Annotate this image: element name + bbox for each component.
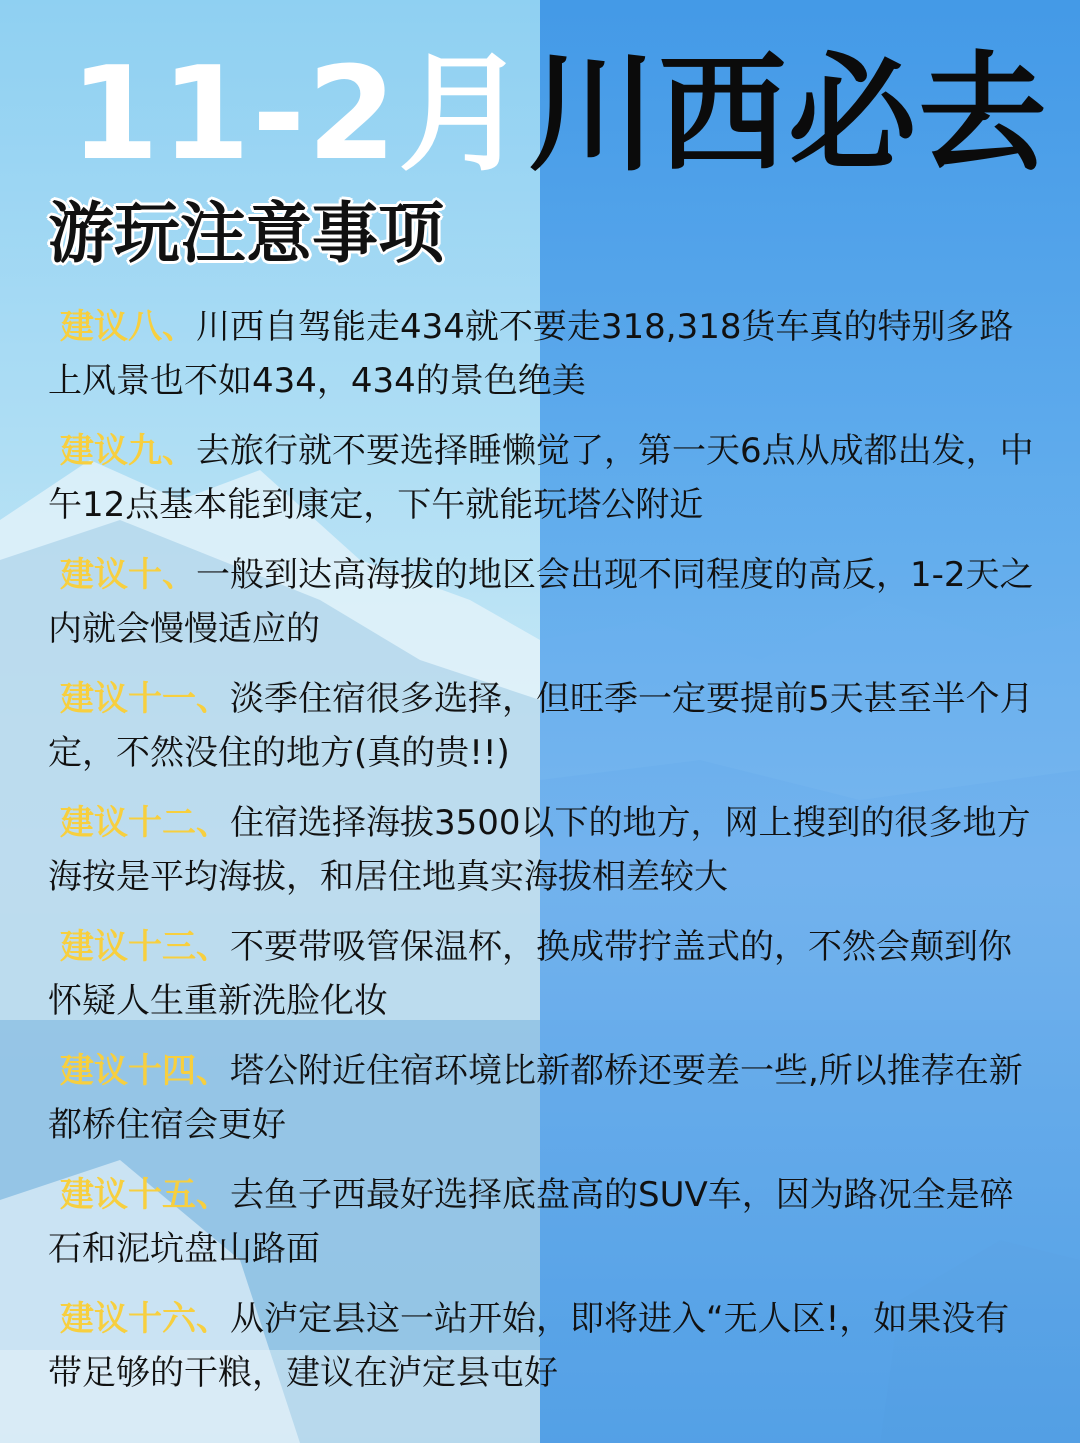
- tip-text: 住宿选择海拔3500以下的地方，网上搜到的很多地方海按是平均海拔，和居住地真实海拔相差较大: [48, 803, 1031, 897]
- tip-label: 建议九、: [60, 431, 196, 471]
- tip-text: 塔公附近住宿环境比新都桥还要差一些,所以推荐在新都桥住宿会更好: [48, 1051, 1023, 1145]
- tip-text: 川西自驾能走434就不要走318,318货车真的特别多路上风景也不如434，434的景色绝美: [48, 307, 1014, 401]
- tip-item: [48, 424, 1038, 548]
- tip-item: [48, 1044, 1038, 1168]
- tip-item: [48, 672, 1038, 796]
- tip-label: 建议十六、: [60, 1299, 230, 1339]
- tip-label: 建议十一、: [60, 679, 230, 719]
- tip-item: [48, 548, 1038, 672]
- tip-label: 建议十、: [60, 555, 196, 595]
- tip-item: [48, 300, 1038, 424]
- tip-text: 去旅行就不要选择睡懒觉了，第一天6点从成都出发，中午12点基本能到康定，下午就能玩塔公附近: [48, 431, 1034, 525]
- tip-text: 一般到达高海拔的地区会出现不同程度的高反，1-2天之内就会慢慢适应的: [48, 555, 1034, 649]
- tip-text: 淡季住宿很多选择，但旺季一定要提前5天甚至半个月定，不然没住的地方(真的贵!!): [48, 679, 1034, 773]
- tip-text: 从泸定县这一站开始，即将进入“无人区!，如果没有带足够的干粮，建议在泸定县屯好: [48, 1299, 1010, 1393]
- tip-item: [48, 796, 1038, 920]
- tip-item: [48, 1292, 1038, 1416]
- tip-text: 不要带吸管保温杯，换成带拧盖式的，不然会颠到你怀疑人生重新洗脸化妆: [48, 927, 1012, 1021]
- tip-label: 建议十五、: [60, 1175, 230, 1215]
- tip-label: 建议十三、: [60, 927, 230, 967]
- title-month-range: 11-2月: [70, 40, 529, 189]
- tip-label: 建议十二、: [60, 803, 230, 843]
- tip-text: 去鱼子西最好选择底盘高的SUV车，因为路况全是碎石和泥坑盘山路面: [48, 1175, 1014, 1269]
- tips-list: [48, 300, 1038, 1416]
- page-subtitle: 游玩注意事项: [48, 195, 444, 272]
- tip-item: [48, 920, 1038, 1044]
- page-title: [70, 40, 1060, 190]
- tip-item: [48, 1168, 1038, 1292]
- tip-label: 建议十四、: [60, 1051, 230, 1091]
- title-destination: 川西必去: [528, 40, 1049, 189]
- tip-label: 建议八、: [60, 307, 196, 347]
